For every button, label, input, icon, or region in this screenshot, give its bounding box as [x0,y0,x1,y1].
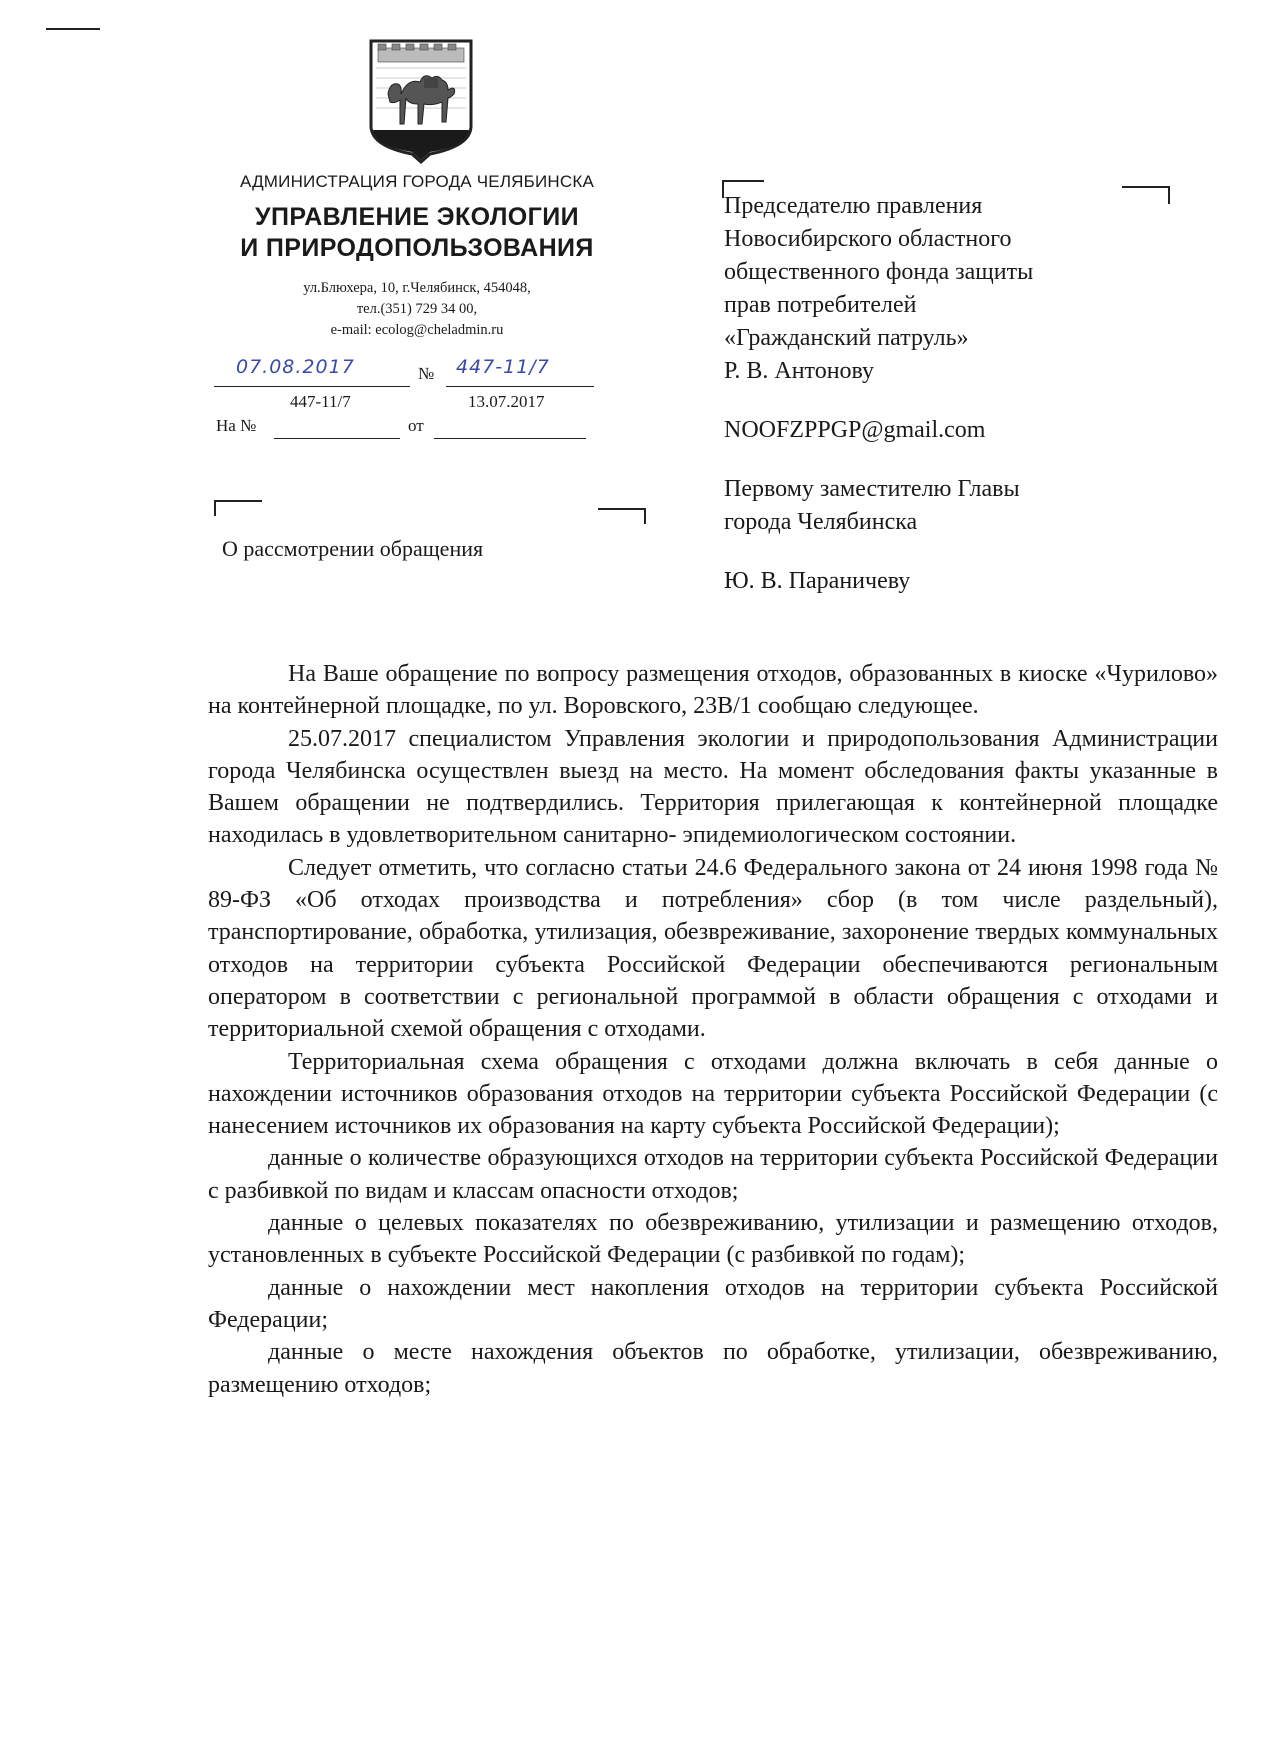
letter-subject: О рассмотрении обращения [222,536,484,561]
department-name-line1: УПРАВЛЕНИЕ ЭКОЛОГИИ [255,203,579,231]
addressee-line-6: Р. В. Антонову [724,358,875,384]
date-underline [214,386,410,387]
addressee-line-3: общественного фонда защиты [724,259,1034,285]
handwritten-number: 447-11/7 [456,356,550,378]
reference-label: На № [216,416,257,435]
reference-from-label: от [408,416,424,435]
letter-body [208,658,1218,1401]
body-paragraph: Следует отметить, что согласно статьи 24.6 Федерального закона от 24 июня 1998 года № 89-ФЗ «Об отходах производства и потребления» сбор (в том числе раздельный), транспортирование, обработка, утилизация, обезвреживание, захоронение твердых коммунальных отходов на территории субъекта Российской Федерации обеспечиваются региональным оператором в соответствии с региональной программой в области обращения с отходами и территориальной схемой обращения с отходами. [208,854,1218,1043]
org-admin-name: АДМИНИСТРАЦИЯ ГОРОДА ЧЕЛЯБИНСКА [239,172,595,191]
addressee-line-5: «Гражданский патруль» [724,325,969,351]
department-name-line2: И ПРИРОДОПОЛЬЗОВАНИЯ [240,234,594,262]
body-paragraph: Территориальная схема обращения с отходами должна включать в себя данные о нахождении источников образования отходов на территории субъекта Российской Федерации (с нанесением источников их образования на карту субъекта Российской Федерации); [208,1048,1218,1140]
addressee-line-1: Председателю правления [724,193,983,219]
addressee-line-4: прав потребителей [724,292,917,318]
subject-corner-left [214,500,262,516]
org-address: ул.Блюхера, 10, г.Челябинск, 454048, [303,280,531,296]
body-paragraph: данные о нахождении мест накопления отходов на территории субъекта Российской Федерации; [208,1274,1218,1333]
date-under-typed: 13.07.2017 [468,392,545,411]
org-email: e-mail: ecolog@cheladmin.ru [330,322,504,338]
handwritten-date: 07.08.2017 [236,356,355,378]
org-phone: тел.(351) 729 34 00, [356,301,478,317]
body-paragraph: На Ваше обращение по вопросу размещения отходов, образованных в киоске «Чурилово» на контейнерной площадке, по ул. Воровского, 23В/1 сообщаю следующее. [208,661,1218,720]
number-under-typed: 447-11/7 [290,392,351,411]
coat-of-arms-emblem [368,38,474,164]
second-addressee-name: Ю. В. Параничеву [724,568,911,594]
subject-corner-right [598,508,646,524]
addressee-block [724,190,1204,598]
body-paragraph: данные о количестве образующихся отходов на территории субъекта Российской Федерации с разбивкой по видам и классам опасности отходов; [208,1145,1218,1204]
margin-mark [46,28,100,30]
body-paragraph: 25.07.2017 специалистом Управления экологии и природопользования Администрации города Челябинска осуществлен выезд на место. На момент обследования факты указанные в Вашем обращении не подтвердились. Территория прилегающая к контейнерной площадке находилась в удовлетворительном санитарно- эпидемиологическом состоянии. [208,725,1218,849]
number-sign: № [418,364,435,383]
addressee-line-2: Новосибирского областного [724,226,1012,252]
second-addressee-line-2: города Челябинска [724,509,918,535]
body-paragraph: данные о целевых показателях по обезвреживанию, утилизации и размещению отходов, установленных в субъекте Российской Федерации (с разбивкой по годам); [208,1210,1218,1269]
addressee-email: NOOFZPPGP@gmail.com [724,417,986,443]
reference-date-line [434,438,586,439]
department-name [198,202,636,264]
org-contact-block [198,278,636,341]
second-addressee-line-1: Первому заместителю Главы [724,476,1020,502]
body-paragraph: данные о месте нахождения объектов по обработке, утилизации, обезвреживанию, размещению отходов; [208,1339,1218,1398]
reference-number-line [274,438,400,439]
number-underline [446,386,594,387]
